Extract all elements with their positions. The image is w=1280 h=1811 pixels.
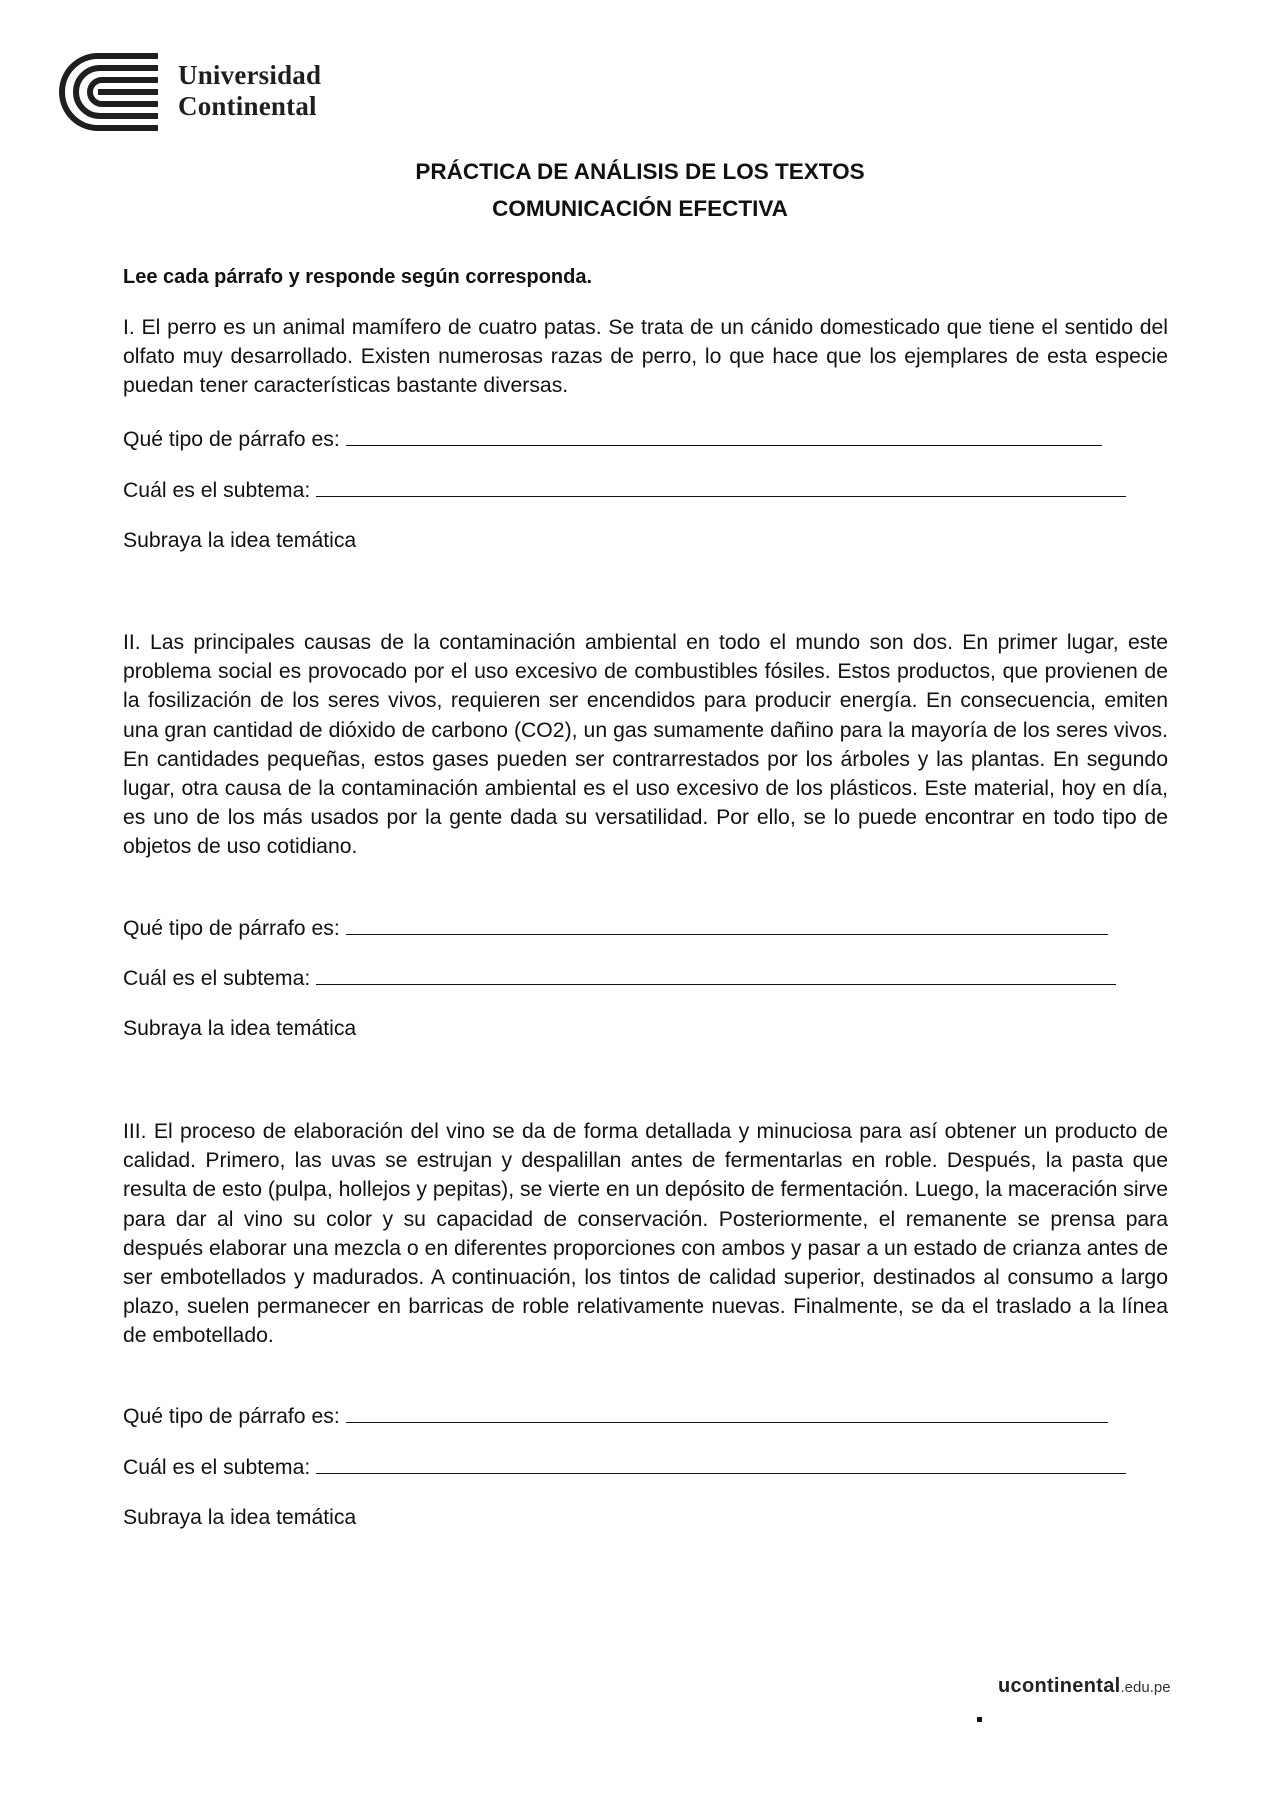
answer-line-subtopic-2[interactable] bbox=[316, 964, 1116, 985]
footer-site-main: ucontinental bbox=[998, 1675, 1121, 1697]
question-subtopic-label: Cuál es el subtema: bbox=[123, 967, 311, 990]
question-subtopic-label: Cuál es el subtema: bbox=[123, 1456, 311, 1479]
question-subtopic-label: Cuál es el subtema: bbox=[123, 479, 311, 502]
underline-instruction-1: Subraya la idea temática bbox=[123, 529, 357, 552]
page-title: PRÁCTICA DE ANÁLISIS DE LOS TEXTOS bbox=[415, 159, 865, 184]
footer-site-domain: .edu.pe bbox=[1120, 1679, 1171, 1696]
underline-instruction-3: Subraya la idea temática bbox=[123, 1506, 357, 1529]
logo-line-1: Universidad bbox=[178, 60, 322, 90]
answer-line-type-2[interactable] bbox=[346, 914, 1108, 935]
instruction-text: Lee cada párrafo y responde según corresponda. bbox=[123, 266, 593, 288]
page-subtitle: COMUNICACIÓN EFECTIVA bbox=[492, 196, 788, 221]
answer-line-subtopic-3[interactable] bbox=[316, 1453, 1126, 1474]
question-subtopic-2 bbox=[123, 964, 1116, 993]
question-type-label: Qué tipo de párrafo es: bbox=[123, 428, 340, 451]
question-subtopic-3 bbox=[123, 1453, 1126, 1482]
question-type-2 bbox=[123, 914, 1108, 943]
logo-mark-icon bbox=[58, 52, 168, 132]
footer-website bbox=[998, 1675, 1171, 1698]
logo-text bbox=[178, 60, 438, 122]
question-type-3 bbox=[123, 1402, 1108, 1431]
answer-line-type-3[interactable] bbox=[346, 1402, 1108, 1423]
logo-line-2: Continental bbox=[178, 91, 317, 121]
question-type-label: Qué tipo de párrafo es: bbox=[123, 1405, 340, 1428]
paragraph-1: I. El perro es un animal mamífero de cuatro patas. Se trata de un cánido domesticado que tiene el sentido del olfato muy desarrollado. Existen numerosas razas de perro, lo que hace que los ejemplares de esta especie puedan tener características bastante diversas. bbox=[123, 316, 1168, 398]
footer-dot bbox=[977, 1717, 982, 1722]
paragraph-3: III. El proceso de elaboración del vino se da de forma detallada y minuciosa para así obtener un producto de calidad. Primero, las uvas se estrujan y despalillan antes de fermentarlas en roble. Después, la pasta que resulta de esto (pulpa, hollejos y pepitas), se vierte en un depósito de fermentación. Luego, la maceración sirve para dar al vino su color y su capacidad de conservación. Posteriormente, el remanente se prensa para después elaborar una mezcla o en diferentes proporciones con ambos y pasar a un estado de crianza antes de ser embotellados y madurados. A continuación, los tintos de calidad superior, destinados al consumo a largo plazo, suelen permanecer en barricas de roble relativamente nuevas. Finalmente, se da el traslado a la línea de embotellado. bbox=[123, 1120, 1168, 1348]
question-subtopic-1 bbox=[123, 476, 1126, 505]
answer-line-type-1[interactable] bbox=[346, 425, 1102, 446]
paragraph-2: II. Las principales causas de la contaminación ambiental en todo el mundo son dos. En primer lugar, este problema social es provocado por el uso excesivo de combustibles fósiles. Estos productos, que provienen de la fosilización de los seres vivos, requieren ser encendidos para producir energía. En consecuencia, emiten una gran cantidad de dióxido de carbono (CO2), un gas sumamente dañino para la mayoría de los seres vivos. En cantidades pequeñas, estos gases pueden ser contrarrestados por los árboles y las plantas. En segundo lugar, otra causa de la contaminación ambiental es el uso excesivo de los plásticos. Este material, hoy en día, es uno de los más usados por la gente dada su versatilidad. Por ello, se lo puede encontrar en todo tipo de objetos de uso cotidiano. bbox=[123, 631, 1168, 859]
answer-line-subtopic-1[interactable] bbox=[316, 476, 1126, 497]
underline-instruction-2: Subraya la idea temática bbox=[123, 1017, 357, 1040]
question-type-1 bbox=[123, 425, 1102, 454]
question-type-label: Qué tipo de párrafo es: bbox=[123, 917, 340, 940]
